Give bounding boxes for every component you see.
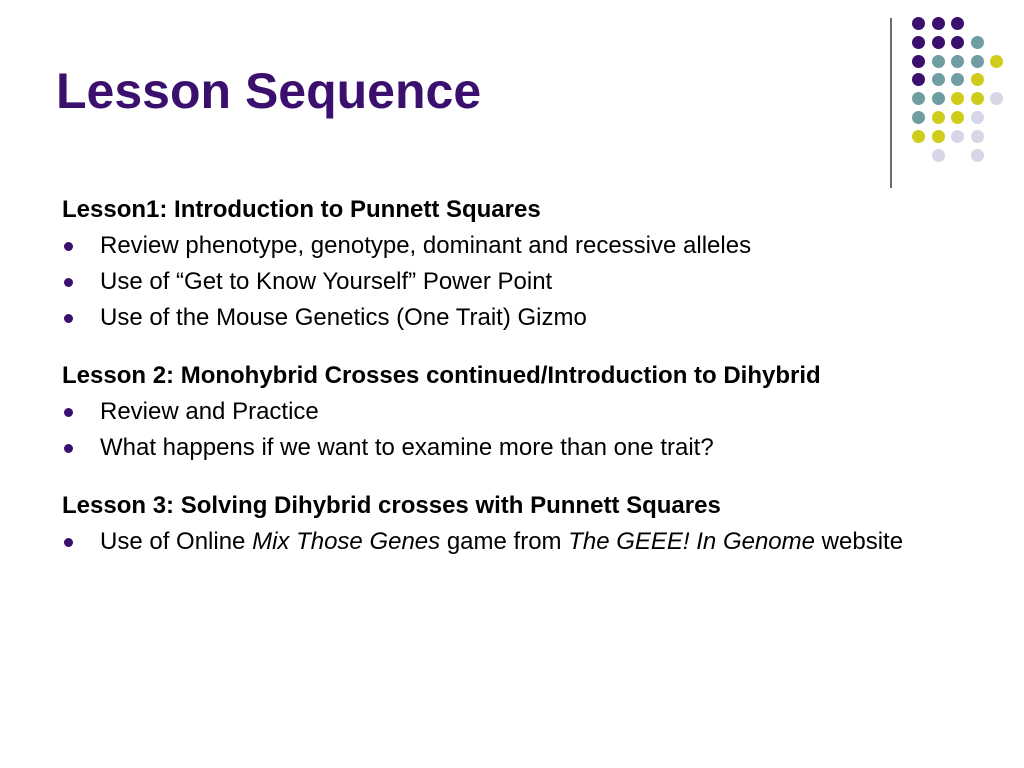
decorative-dot — [990, 55, 1003, 68]
decorative-dot — [912, 130, 925, 143]
decorative-dot — [951, 55, 964, 68]
game-title: Mix Those Genes — [252, 528, 441, 555]
lesson-3 — [62, 492, 942, 556]
decorative-dot — [951, 111, 964, 124]
decorative-dot — [932, 36, 945, 49]
bullet-dot-icon — [64, 314, 73, 323]
website-title: The GEEE! In Genome — [568, 528, 815, 555]
bullet-dot-icon — [64, 538, 73, 547]
bullet-text: What happens if we want to examine more than one trait? — [100, 434, 714, 461]
lesson-1 — [62, 196, 942, 332]
decorative-dot — [912, 111, 925, 124]
lesson-2-heading: Lesson 2: Monohybrid Crosses continued/Introduction to Dihybrid — [62, 362, 821, 389]
decorative-dot — [971, 130, 984, 143]
decorative-dot — [912, 73, 925, 86]
decorative-dot — [971, 111, 984, 124]
decorative-dot — [951, 92, 964, 105]
lesson-2 — [62, 362, 942, 462]
bullet-text: Review phenotype, genotype, dominant and recessive alleles — [100, 232, 752, 259]
bullet-text: Use of the Mouse Genetics (One Trait) Gizmo — [100, 304, 587, 331]
decorative-dot — [912, 55, 925, 68]
slide-body — [62, 196, 942, 586]
bullet-item — [62, 528, 942, 556]
lesson-1-heading: Lesson1: Introduction to Punnett Squares — [62, 196, 541, 223]
decorative-dot — [971, 149, 984, 162]
decorative-dot — [951, 17, 964, 30]
slide-title: Lesson Sequence — [56, 63, 482, 119]
lesson-1-bullets — [62, 232, 942, 332]
decorative-dot — [932, 92, 945, 105]
vertical-divider — [890, 18, 892, 188]
decorative-dot — [951, 73, 964, 86]
decorative-dot — [932, 130, 945, 143]
bullet-item — [62, 434, 942, 462]
decorative-dot — [971, 92, 984, 105]
decorative-dot — [932, 55, 945, 68]
decorative-dot — [951, 130, 964, 143]
decorative-dot — [912, 17, 925, 30]
bullet-text-part: game from — [440, 528, 569, 555]
decorative-dot — [971, 36, 984, 49]
decorative-dot — [951, 36, 964, 49]
lesson-2-bullets — [62, 398, 942, 462]
bullet-text-part: website — [815, 528, 904, 555]
bullet-item — [62, 398, 942, 426]
bullet-dot-icon — [64, 278, 73, 287]
decorative-dot — [912, 36, 925, 49]
lesson-3-heading: Lesson 3: Solving Dihybrid crosses with Punnett Squares — [62, 492, 721, 519]
bullet-text-part: Use of Online — [100, 528, 253, 555]
bullet-text: Use of “Get to Know Yourself” Power Point — [100, 268, 553, 295]
lesson-3-bullets — [62, 528, 942, 556]
bullet-dot-icon — [64, 444, 73, 453]
decorative-dot — [990, 92, 1003, 105]
bullet-item — [62, 304, 942, 332]
decorative-dot — [971, 73, 984, 86]
bullet-dot-icon — [64, 242, 73, 251]
bullet-text: Review and Practice — [100, 398, 319, 425]
decorative-dot — [932, 73, 945, 86]
decorative-dot — [912, 92, 925, 105]
bullet-dot-icon — [64, 408, 73, 417]
decorative-dot — [971, 55, 984, 68]
bullet-item — [62, 232, 942, 260]
decorative-dot — [932, 111, 945, 124]
bullet-item — [62, 268, 942, 296]
decorative-dot — [932, 17, 945, 30]
decorative-dot — [932, 149, 945, 162]
